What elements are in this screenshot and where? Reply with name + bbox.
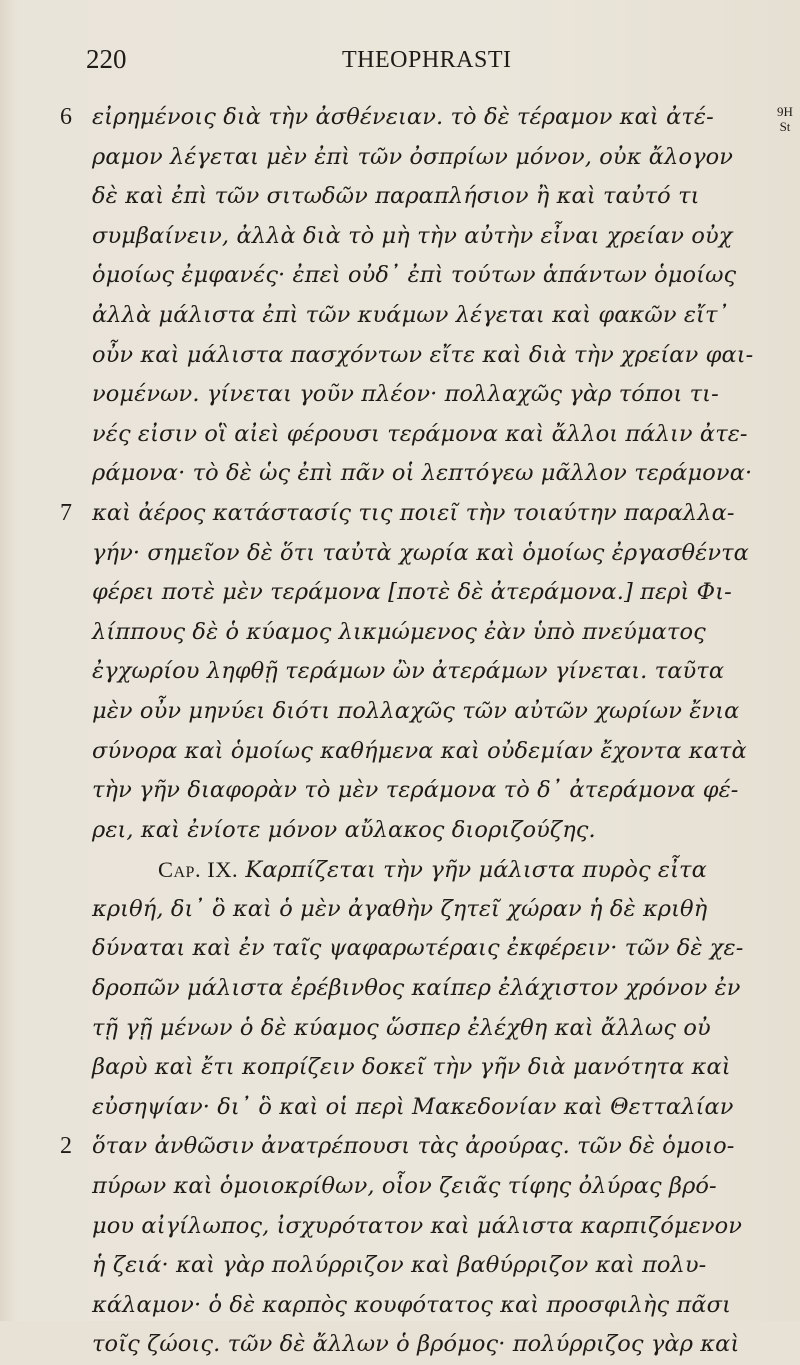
text-line bbox=[92, 969, 772, 1009]
line-text: καὶ ἀέρος κατάστασίς τις ποιεῖ τὴν τοιαύτην παραλλα- bbox=[92, 499, 735, 526]
line-text: κάλαμον· ὁ δὲ καρπὸς κουφότατος καὶ προσφιλὴς πᾶσι bbox=[92, 1291, 732, 1318]
line-text: εἰρημένοις διὰ τὴν ἀσθένειαν. τὸ δὲ τέραμον καὶ ἀτέ- bbox=[92, 104, 714, 130]
line-text: τῇ γῇ μένων ὁ δὲ κύαμος ὥσπερ ἐλέχθη καὶ ἄλλως οὐ bbox=[92, 1014, 711, 1041]
text-line bbox=[92, 1286, 772, 1326]
line-text: συμβαίνειν, ἀλλὰ διὰ τὸ μὴ τὴν αὐτὴν εἶναι χρείαν οὐχ bbox=[92, 222, 733, 249]
line-text: ρει, καὶ ἐνίοτε μόνον αὔλακος διοριζούζης. bbox=[92, 816, 596, 843]
text-line bbox=[60, 1127, 772, 1167]
running-title: THEOPHRASTI bbox=[342, 47, 512, 73]
text-line bbox=[92, 732, 772, 772]
line-text: δροπῶν μάλιστα ἐρέβινθος καίπερ ἐλάχιστον χρόνον ἐν bbox=[92, 975, 741, 1002]
line-text: ἀλλὰ μάλιστα ἐπὶ τῶν κυάμων λέγεται καὶ φακῶν εἴτ᾽ bbox=[92, 301, 729, 328]
line-text: ὅταν ἀνθῶσιν ἀνατρέπουσι τὰς ἀρούρας. τῶν δὲ ὁμοιο- bbox=[92, 1133, 735, 1160]
text-line bbox=[92, 890, 772, 930]
line-text: ἐγχωρίου ληφθῇ τεράμων ὢν ἀτεράμων γίνεται. ταῦτα bbox=[92, 658, 725, 685]
line-text: ὁμοίως ἐμφανές· ἐπεὶ οὐδ᾽ ἐπὶ τούτων ἁπάντων ὁμοίως bbox=[92, 262, 737, 289]
text-line bbox=[92, 652, 772, 692]
body-text bbox=[60, 98, 772, 1365]
text-line bbox=[92, 1009, 772, 1049]
line-text: βαρὺ καὶ ἔτι κοπρίζειν δοκεῖ τὴν γῆν διὰ μανότητα καὶ bbox=[92, 1054, 731, 1081]
text-line bbox=[92, 573, 772, 613]
text-line bbox=[60, 98, 772, 138]
text-line bbox=[92, 138, 772, 178]
page-number: 220 bbox=[86, 44, 127, 74]
text-line bbox=[92, 454, 772, 494]
line-text: τοῖς ζώοις. τῶν δὲ ἄλλων ὁ βρόμος· πολύρριζος γὰρ καὶ bbox=[92, 1331, 740, 1358]
line-text: λίππους δὲ ὁ κύαμος λικμώμενος ἐὰν ὑπὸ πνεύματος bbox=[92, 618, 706, 645]
line-text: δὲ καὶ ἐπὶ τῶν σιτωδῶν παραπλήσιον ἢ καὶ ταὐτό τι bbox=[92, 183, 700, 210]
text-line bbox=[92, 929, 772, 969]
text-line bbox=[92, 256, 772, 296]
margin-reference-top: 9H bbox=[777, 104, 793, 119]
line-text: νομένων. γίνεται γοῦν πλέον· πολλαχῶς γὰρ τόποι τι- bbox=[92, 381, 719, 408]
line-text: σύνορα καὶ ὁμοίως καθήμενα καὶ οὐδεμίαν ἔχοντα κατὰ bbox=[92, 737, 747, 764]
text-line bbox=[92, 177, 772, 217]
line-text: τὴν γῆν διαφορὰν τὸ μὲν τεράμονα τὸ δ᾽ ἀτεράμονα φέ- bbox=[92, 777, 739, 804]
line-text: μὲν οὖν μηνύει διότι πολλαχῶς τῶν αὐτῶν χωρίων ἔνια bbox=[92, 697, 740, 724]
text-line bbox=[92, 1048, 772, 1088]
line-text: νές εἰσιν οἳ αἰεὶ φέρουσι τεράμονα καὶ ἄλλοι πάλιν ἀτε- bbox=[92, 420, 748, 447]
text-line bbox=[92, 692, 772, 732]
line-text: εὐσηψίαν· δι᾽ ὃ καὶ οἱ περὶ Μακεδονίαν καὶ Θετταλίαν bbox=[92, 1093, 734, 1120]
text-line bbox=[92, 415, 772, 455]
text-line bbox=[92, 296, 772, 336]
margin-reference bbox=[773, 104, 797, 134]
line-text: γήν· σημεῖον δὲ ὅτι ταὐτὰ χωρία καὶ ὁμοίως ἐργασθέντα bbox=[92, 539, 749, 566]
text-line bbox=[92, 850, 772, 890]
text-line bbox=[92, 1246, 772, 1286]
page-header bbox=[0, 44, 800, 80]
line-text: ραμον λέγεται μὲν ἐπὶ τῶν ὀσπρίων μόνον, οὐκ ἄλογον bbox=[92, 143, 734, 170]
chapter-label: Cap. IX. bbox=[158, 857, 239, 883]
text-line bbox=[92, 217, 772, 257]
line-text: κριθή, δι᾽ ὃ καὶ ὁ μὲν ἀγαθὴν ζητεῖ χώραν ἡ δὲ κριθὴ bbox=[92, 895, 708, 922]
line-text: μου αἰγίλωπος, ἰσχυρότατον καὶ μάλιστα καρπιζόμενον bbox=[92, 1212, 743, 1239]
text-line bbox=[92, 336, 772, 376]
line-text: ἡ ζειά· καὶ γὰρ πολύρριζον καὶ βαθύρριζον καὶ πολυ- bbox=[92, 1252, 707, 1279]
text-line bbox=[92, 375, 772, 415]
text-line bbox=[60, 494, 772, 534]
line-text: δύναται καὶ ἐν ταῖς ψαφαρωτέραις ἐκφέρειν· τῶν δὲ χε- bbox=[92, 935, 744, 962]
text-line bbox=[92, 613, 772, 653]
text-line bbox=[92, 1167, 772, 1207]
line-text: πύρων καὶ ὁμοιοκρίθων, οἷον ζειᾶς τίφης ὀλύρας βρό- bbox=[92, 1173, 717, 1200]
margin-reference-bottom: St bbox=[779, 119, 791, 134]
text-line bbox=[92, 771, 772, 811]
line-text: Καρπίζεται τὴν γῆν μάλιστα πυρὸς εἶτα bbox=[245, 857, 707, 884]
text-line bbox=[92, 534, 772, 574]
text-line bbox=[92, 811, 772, 851]
text-line bbox=[92, 1088, 772, 1128]
section-number: 2 bbox=[60, 1133, 73, 1160]
section-number: 7 bbox=[60, 499, 73, 526]
text-line bbox=[92, 1207, 772, 1247]
section-number: 6 bbox=[60, 104, 73, 130]
line-text: οὖν καὶ μάλιστα πασχόντων εἴτε καὶ διὰ τὴν χρείαν φαι- bbox=[92, 341, 754, 368]
text-line bbox=[92, 1325, 772, 1365]
line-text: ράμονα· τὸ δὲ ὡς ἐπὶ πᾶν οἱ λεπτόγεω μᾶλλον τεράμονα· bbox=[92, 460, 753, 487]
line-text: φέρει ποτὲ μὲν τεράμονα [ποτὲ δὲ ἀτεράμονα.] περὶ Φι- bbox=[92, 579, 732, 606]
